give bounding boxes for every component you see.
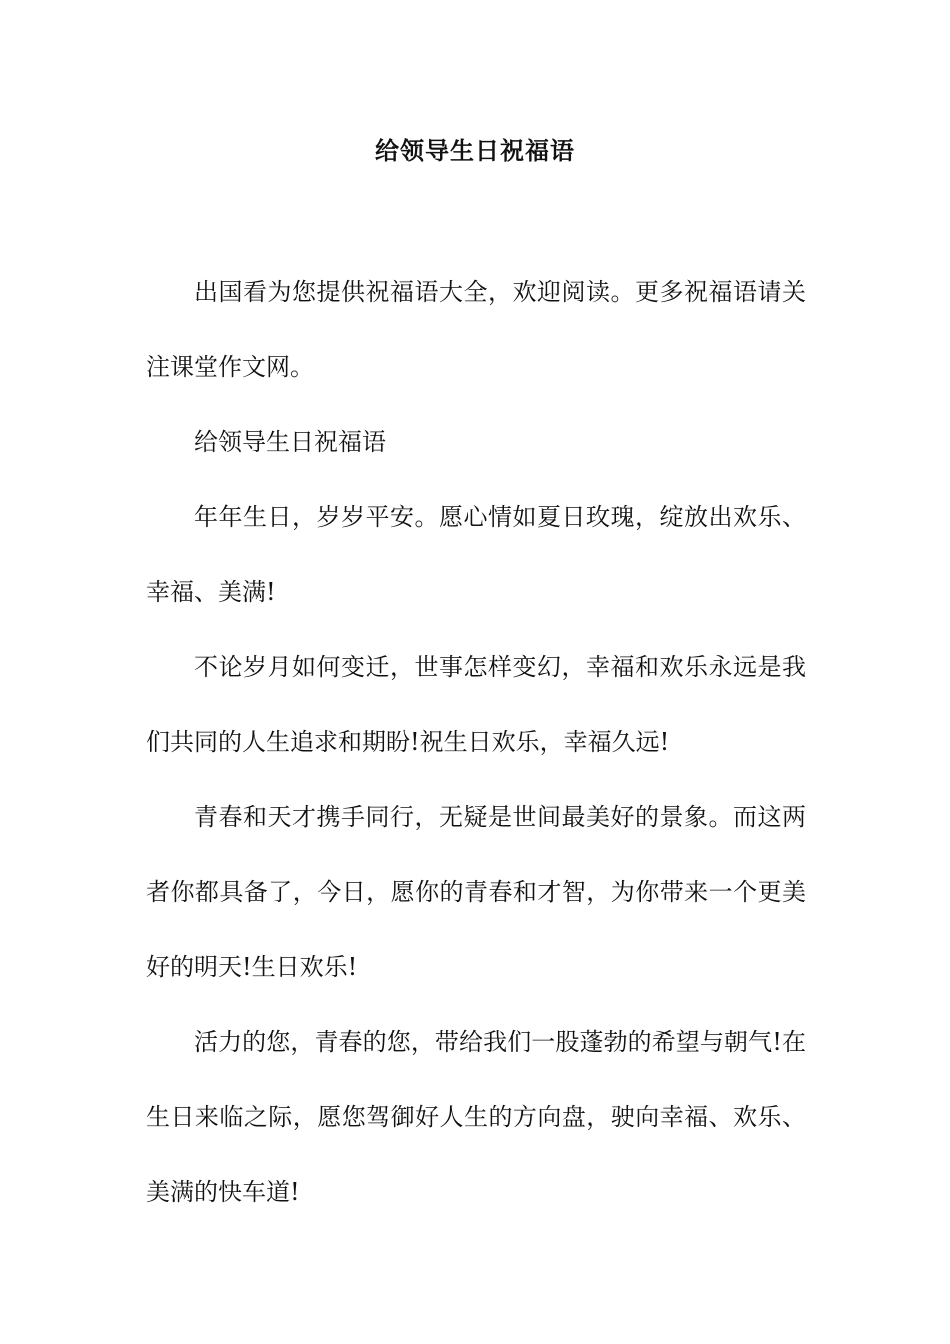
document-title: 给领导生日祝福语: [375, 137, 575, 165]
document-body: [146, 255, 806, 1230]
paragraph-wish-1: 年年生日，岁岁平安。愿心情如夏日玫瑰，绽放出欢乐、幸福、美满!: [146, 503, 806, 606]
paragraph-wish-2: 不论岁月如何变迁，世事怎样变幻，幸福和欢乐永远是我们共同的人生追求和期盼!祝生日欢乐，幸福久远!: [146, 653, 806, 756]
paragraph-wish-3: 青春和天才携手同行，无疑是世间最美好的景象。而这两者你都具备了，今日，愿你的青春和才智，为你带来一个更美好的明天!生日欢乐!: [146, 803, 806, 981]
paragraph-wish-4: 活力的您，青春的您，带给我们一股蓬勃的希望与朝气!在生日来临之际，愿您驾御好人生的方向盘，驶向幸福、欢乐、美满的快车道!: [146, 1028, 806, 1206]
paragraph-subtitle: 给领导生日祝福语: [194, 428, 386, 456]
paragraph-intro: 出国看为您提供祝福语大全，欢迎阅读。更多祝福语请关注课堂作文网。: [146, 278, 806, 381]
